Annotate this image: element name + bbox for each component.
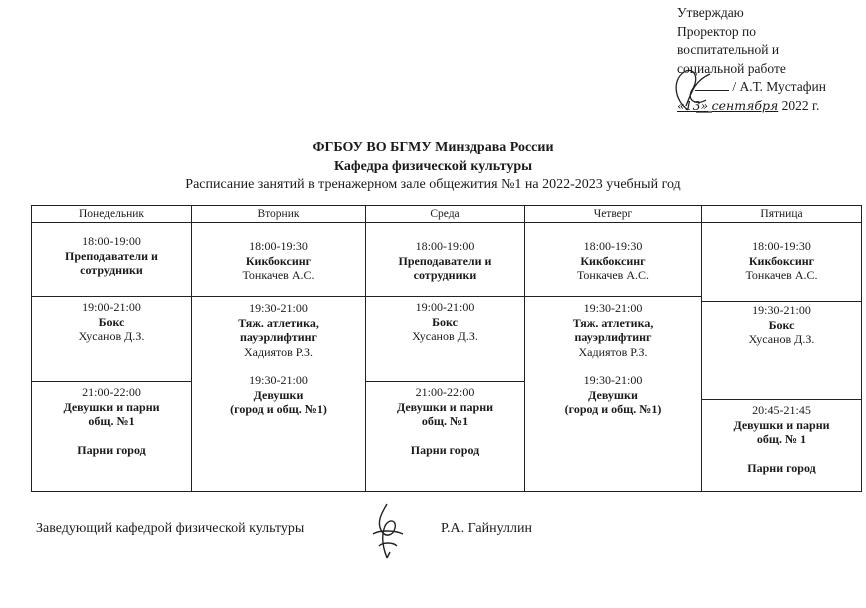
footer-name: Р.А. Гайнуллин <box>441 521 532 536</box>
column-tuesday <box>191 206 365 491</box>
approval-signature-name: / А.Т. Мустафин <box>732 79 826 94</box>
slot-tue-2: 19:30-21:00 Тяж. атлетика, пауэрлифтинг Хадиятов Р.З. 19:30-21:00 Девушки (город и общ. №1) <box>230 301 327 416</box>
date-year: 2022 г. <box>781 97 820 113</box>
day-header-thursday: Четверг <box>525 206 701 223</box>
day-header-monday: Понедельник <box>32 206 191 223</box>
slot-wed-1: 18:00-19:00 Преподаватели и сотрудники <box>398 239 492 282</box>
department-name: Кафедра физической культуры <box>333 158 533 174</box>
schedule-subtitle: Расписание занятий в тренажерном зале общежития №1 на 2022-2023 учебный год <box>185 177 681 192</box>
slot-mon-1: 18:00-19:00 Преподаватели и сотрудники <box>65 234 158 277</box>
schedule-table <box>31 205 862 492</box>
day-header-friday: Пятница <box>702 206 861 223</box>
slot-thu-1: 18:00-19:30 Кикбоксинг Тонкачев А.С. <box>576 239 650 282</box>
approval-line-1: Утверждаю <box>677 5 744 20</box>
footer-position: Заведующий кафедрой физической культуры <box>36 521 305 536</box>
day-header-tuesday: Вторник <box>192 206 365 223</box>
slot-fri-2: 19:30-21:00 Бокс Хусанов Д.З. <box>748 303 815 346</box>
document-title <box>0 139 866 195</box>
day-header-wednesday: Среда <box>366 206 524 223</box>
slot-thu-2: 19:30-21:00 Тяж. атлетика, пауэрлифтинг Хадиятов Р.З. 19:30-21:00 Девушки (город и общ. №1) <box>564 301 662 416</box>
approval-line-3: воспитательной и <box>677 42 780 57</box>
slot-fri-1: 18:00-19:30 Кикбоксинг Тонкачев А.С. <box>745 239 818 282</box>
slot-fri-3: 20:45-21:45 Девушки и парни общ. № 1 Парни город <box>733 403 830 475</box>
org-name: ФГБОУ ВО БГМУ Минздрава России <box>312 140 554 155</box>
slot-wed-2: 19:00-21:00 Бокс Хусанов Д.З. <box>412 300 478 343</box>
column-thursday <box>524 206 701 491</box>
approval-line-2: Проректор по <box>677 23 756 39</box>
date-day: «13» <box>677 97 709 113</box>
column-wednesday <box>365 206 524 491</box>
date-month: сентября <box>711 97 779 113</box>
approval-line-4: социальной работе <box>677 60 786 76</box>
signature-emblem-icon <box>363 500 411 562</box>
slot-wed-3: 21:00-22:00 Девушки и парни общ. №1 Парни город <box>396 385 494 457</box>
column-friday <box>701 206 861 491</box>
slot-mon-2: 19:00-21:00 Бокс Хусанов Д.З. <box>78 300 145 343</box>
column-monday <box>32 206 191 491</box>
handwritten-signature-icon <box>666 60 726 118</box>
slot-tue-1: 18:00-19:30 Кикбоксинг Тонкачев А.С. <box>242 239 315 282</box>
slot-mon-3: 21:00-22:00 Девушки и парни общ. №1 Парни город <box>63 385 160 457</box>
